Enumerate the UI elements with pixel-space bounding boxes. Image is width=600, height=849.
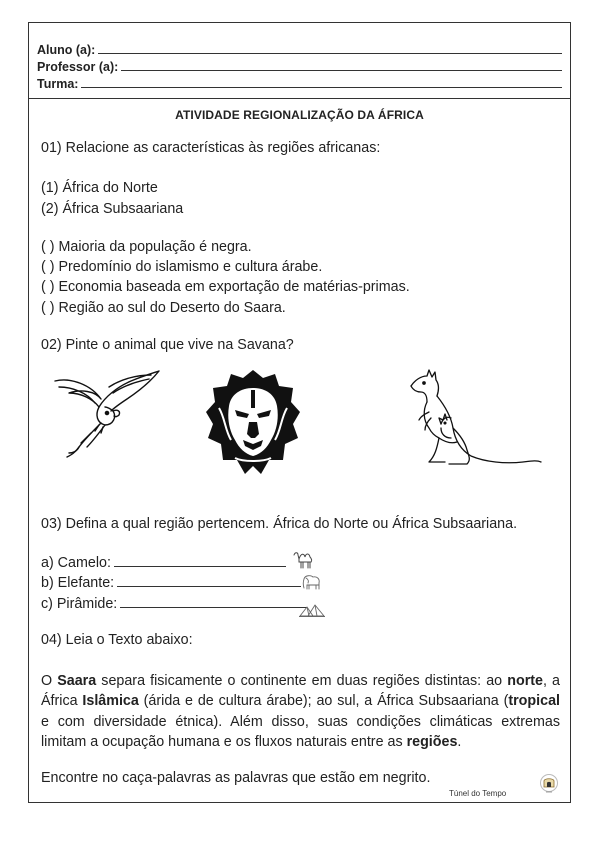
q2-prompt: 02) Pinte o animal que vive na Savana? bbox=[41, 337, 294, 353]
aluno-line bbox=[37, 40, 562, 57]
student-info-box bbox=[29, 23, 570, 99]
q3-elephant-answer-field[interactable] bbox=[117, 574, 301, 587]
parrot-icon[interactable] bbox=[51, 367, 161, 459]
keyword-norte: norte bbox=[507, 673, 543, 689]
keyword-tropical: tropical bbox=[508, 693, 560, 710]
q3-item-elephant bbox=[41, 574, 301, 591]
q4-text-paragraph: O Saara separa fisicamente o continente em duas regiões distintas: ao norte, a África Islâmica (árida e de cultura árabe); ao sul, a África Subsaariana (tropical e com diversidade étnica). Além disso, suas condições climáticas extremas limitam a ocupação humana e os fluxos naturais entre as regiões. bbox=[41, 673, 561, 750]
q1-item-3[interactable]: ( ) Economia baseada em exportação de matérias-primas. bbox=[41, 279, 410, 295]
page-title: ATIVIDADE REGIONALIZAÇÃO DA ÁFRICA bbox=[175, 108, 424, 122]
keyword-saara: Saara bbox=[57, 673, 97, 689]
q3-pyramid-answer-field[interactable] bbox=[120, 595, 307, 608]
keyword-regioes: regiões bbox=[406, 733, 458, 750]
q3-item-pyramid bbox=[41, 595, 307, 612]
credit-text: Túnel do Tempo bbox=[449, 789, 507, 798]
q1-item-2[interactable]: ( ) Predomínio do islamismo e cultura árabe. bbox=[41, 259, 323, 275]
q1-item-4[interactable]: ( ) Região ao sul do Deserto do Saara. bbox=[41, 300, 286, 316]
aluno-label: Aluno (a): bbox=[37, 43, 96, 57]
q3-elephant-label: b) Elefante: bbox=[41, 575, 115, 591]
q3-pyramid-label: c) Pirâmide: bbox=[41, 596, 118, 612]
elephant-icon bbox=[301, 573, 321, 591]
professor-label: Professor (a): bbox=[37, 60, 119, 74]
keyword-islamica: Islâmica bbox=[82, 693, 139, 710]
professor-line bbox=[37, 57, 562, 74]
q3-camel-label: a) Camelo: bbox=[41, 555, 111, 571]
aluno-field[interactable] bbox=[98, 53, 562, 54]
turma-line bbox=[37, 74, 562, 91]
worksheet-frame bbox=[28, 22, 571, 803]
professor-field[interactable] bbox=[121, 70, 562, 71]
q1-region-1: (1) África do Norte bbox=[41, 180, 158, 196]
q1-item-1[interactable]: ( ) Maioria da população é negra. bbox=[41, 239, 252, 255]
q3-camel-answer-field[interactable] bbox=[114, 554, 286, 567]
q1-prompt: 01) Relacione as características às regiões africanas: bbox=[41, 140, 381, 156]
lion-icon[interactable] bbox=[205, 368, 301, 480]
kangaroo-icon[interactable] bbox=[405, 368, 545, 468]
q3-prompt: 03) Defina a qual região pertencem. África do Norte ou África Subsaariana. bbox=[41, 516, 518, 532]
q4-prompt: 04) Leia o Texto abaixo: bbox=[41, 632, 193, 648]
q3-item-camel bbox=[41, 554, 286, 571]
camel-icon bbox=[292, 547, 318, 569]
q4-instruction: Encontre no caça-palavras as palavras que estão em negrito. bbox=[41, 770, 431, 786]
turma-field[interactable] bbox=[81, 87, 562, 88]
pyramid-icon bbox=[299, 603, 325, 617]
turma-label: Turma: bbox=[37, 77, 79, 91]
q1-region-2: (2) África Subsaariana bbox=[41, 201, 184, 217]
tunnel-logo-icon bbox=[539, 773, 559, 795]
